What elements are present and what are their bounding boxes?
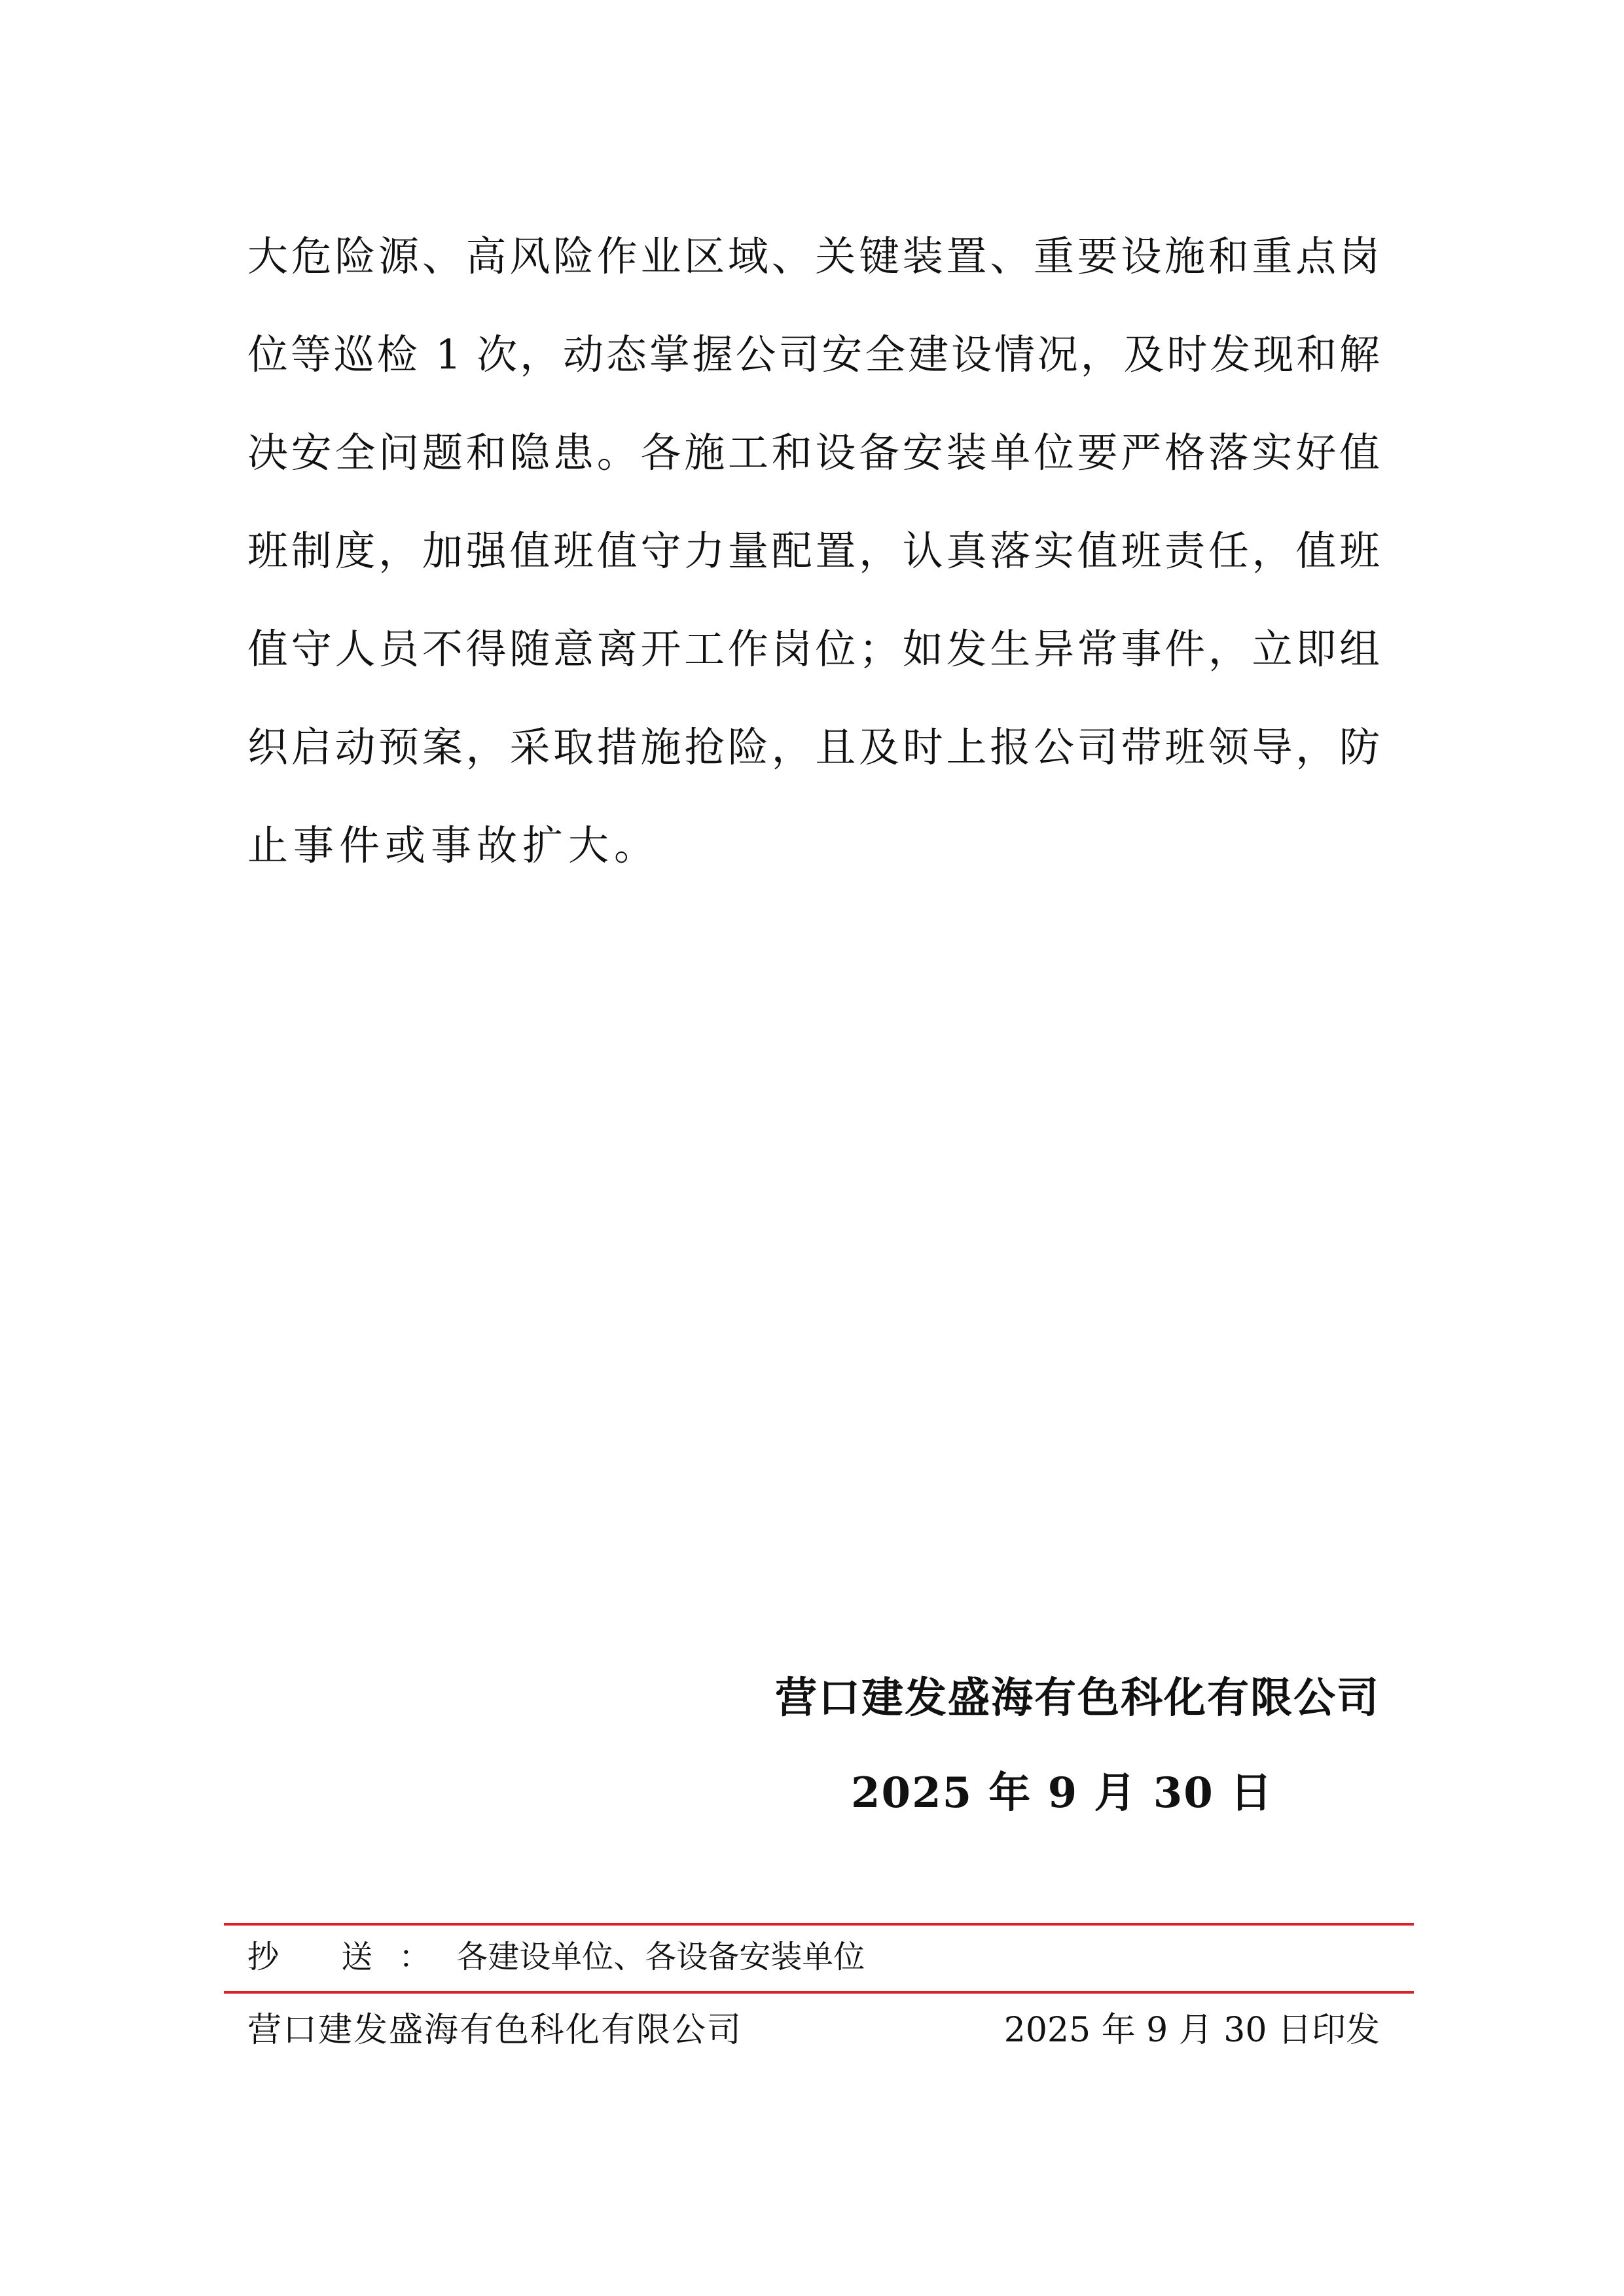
body-line-5: 值守人员不得随意离开工作岗位；如发生异常事件，立即组 (247, 625, 1380, 673)
signature-company: 营口建发盛海有色科化有限公司 (775, 1674, 1380, 1723)
body-line-7: 止事件或事故扩大。 (247, 821, 660, 869)
distribution-line (247, 1934, 865, 1980)
distribution-recipients: 各建设单位、各设备安装单位 (456, 1939, 865, 1975)
body-line-1: 大危险源、高风险作业区域、关键装置、重要设施和重点岗 (247, 232, 1380, 280)
signature-date: 2025 年 9 月 30 日 (851, 1768, 1274, 1818)
distribution-bottom-rule (224, 1991, 1414, 1994)
footer-issue-date: 2025 年 9 月 30 日印发 (1003, 2011, 1380, 2050)
footer-issuer: 营口建发盛海有色科化有限公司 (247, 2011, 743, 2050)
distribution-label: 抄 送： (247, 1939, 457, 1975)
distribution-top-rule (224, 1923, 1414, 1926)
body-line-4: 班制度，加强值班值守力量配置，认真落实值班责任，值班 (247, 527, 1380, 575)
body-line-6: 织启动预案，采取措施抢险，且及时上报公司带班领导，防 (247, 723, 1380, 771)
body-line-3: 决安全问题和隐患。各施工和设备安装单位要严格落实好值 (247, 429, 1380, 476)
body-line-2: 位等巡检 1 次，动态掌握公司安全建设情况，及时发现和解 (247, 331, 1380, 378)
